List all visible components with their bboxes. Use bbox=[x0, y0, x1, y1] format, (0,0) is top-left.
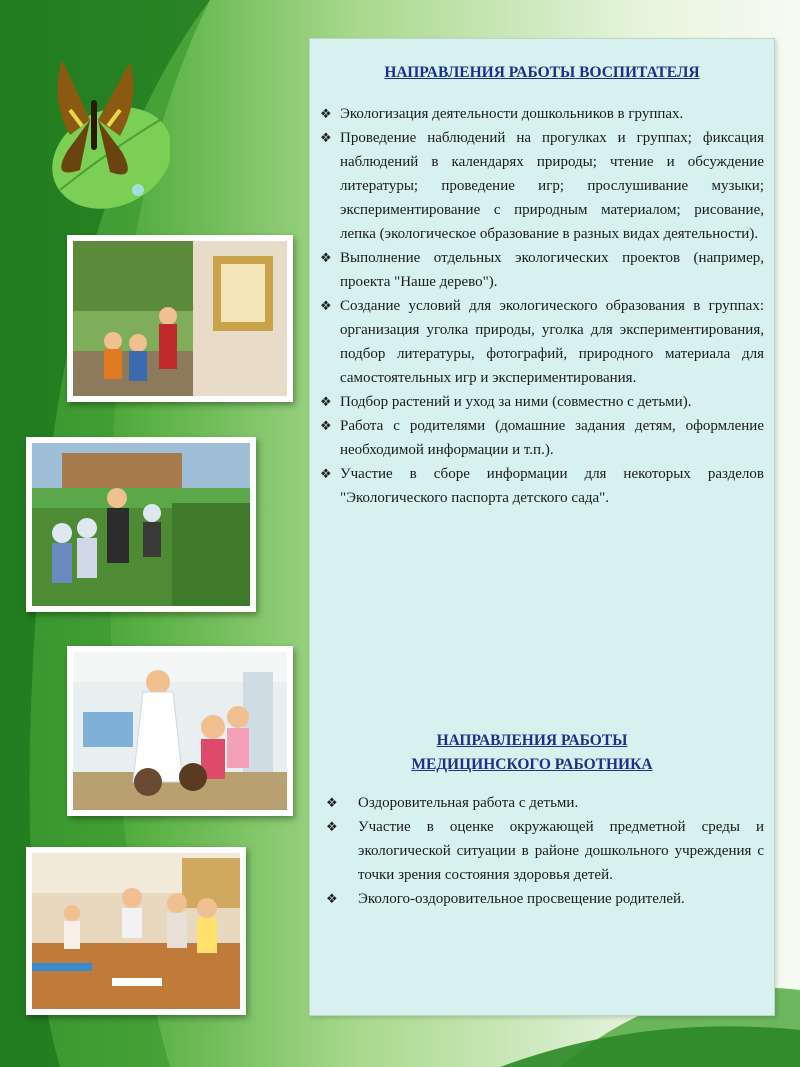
butterfly-on-leaf-icon bbox=[20, 40, 170, 210]
list-item: ❖ Подбор растений и уход за ними (совместно с детьми). bbox=[320, 390, 764, 414]
photo-medical-worker-with-children bbox=[67, 646, 293, 816]
photo-children-in-garden bbox=[26, 437, 256, 612]
list-item: ❖ Проведение наблюдений на прогулках и группах; фиксация наблюдений в календарях природы; чтение и обсуждение литературы; проведение игр; прослушивание музыки; экспериментирование с природным материалом; рисование, лепка (экологическое образование в разных видах деятельности). bbox=[320, 126, 764, 246]
photo-children-at-stand bbox=[67, 235, 293, 402]
list-item: ❖ Участие в сборе информации для некоторых разделов "Экологического паспорта детского сада". bbox=[320, 462, 764, 510]
title-part1: НАПРАВЛЕНИЯ РАБОТЫ bbox=[384, 64, 576, 81]
diamond-bullet-icon: ❖ bbox=[326, 795, 338, 810]
educator-list bbox=[320, 102, 764, 510]
educator-section-title bbox=[310, 61, 774, 85]
list-item: ❖ Работа с родителями (домашние задания детям, оформление необходимой информации и т.п.). bbox=[320, 414, 764, 462]
list-item: ❖ Участие в оценке окружающей предметной среды и экологической ситуации в районе дошкольного учреждения с точки зрения состояния здоровья детей. bbox=[320, 815, 764, 887]
diamond-bullet-icon: ❖ bbox=[326, 891, 338, 906]
title-line1: НАПРАВЛЕНИЯ РАБОТЫ bbox=[436, 732, 628, 749]
diamond-bullet-icon: ❖ bbox=[320, 250, 332, 265]
diamond-bullet-icon: ❖ bbox=[320, 466, 332, 481]
medical-list bbox=[320, 791, 764, 911]
diamond-bullet-icon: ❖ bbox=[320, 298, 332, 313]
list-item: ❖ Выполнение отдельных экологических проектов (например, проекта "Наше дерево"). bbox=[320, 246, 764, 294]
list-item: ❖ Эколого-оздоровительное просвещение родителей. bbox=[320, 887, 764, 911]
list-item: ❖ Создание условий для экологического образования в группах: организация уголка природы, уголка для экспериментирования, подбор литературы, фотографий, природного материала для самостоятельных игр и экспериментирования. bbox=[320, 294, 764, 390]
diamond-bullet-icon: ❖ bbox=[320, 418, 332, 433]
list-item: ❖ Экологизация деятельности дошкольников в группах. bbox=[320, 102, 764, 126]
diamond-bullet-icon: ❖ bbox=[320, 130, 332, 145]
title-line2: МЕДИЦИНСКОГО РАБОТНИКА bbox=[411, 756, 653, 773]
list-item: ❖ Оздоровительная работа с детьми. bbox=[320, 791, 764, 815]
title-part2: ВОСПИТАТЕЛЯ bbox=[579, 64, 700, 81]
diamond-bullet-icon: ❖ bbox=[320, 394, 332, 409]
text-panel bbox=[309, 38, 775, 1016]
diamond-bullet-icon: ❖ bbox=[326, 819, 338, 834]
medical-section-title bbox=[350, 729, 714, 777]
photo-children-exercise bbox=[26, 847, 246, 1015]
diamond-bullet-icon: ❖ bbox=[320, 106, 332, 121]
